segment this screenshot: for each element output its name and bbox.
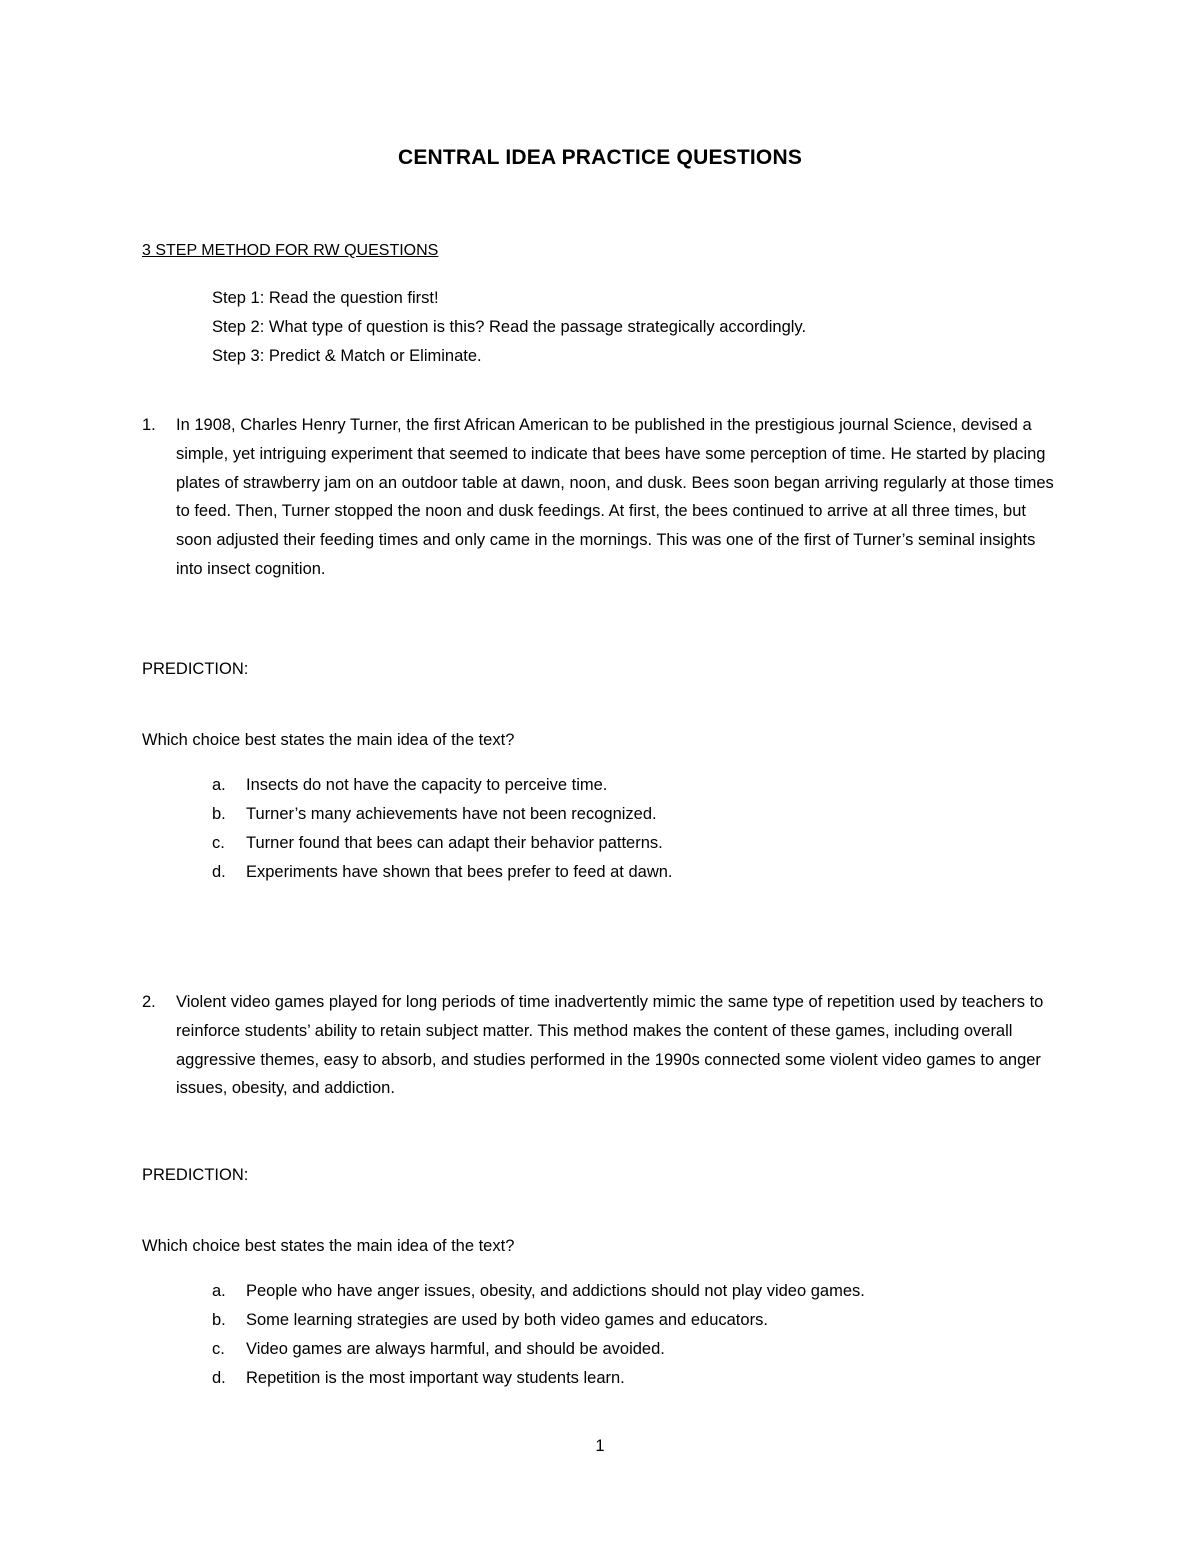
choice-text: Video games are always harmful, and should be avoided. — [246, 1340, 665, 1358]
question-passage: In 1908, Charles Henry Turner, the first African American to be published in the prestigious journal Science, devised a simple, yet intriguing experiment that seemed to indicate that bees have some perception of time. He started by placing plates of strawberry jam on an outdoor table at dawn, noon, and dusk. Bees soon began arriving regularly at those times to feed. Then, Turner stopped the noon and dusk feedings. At first, the bees continued to arrive at all three times, but soon adjusted their feeding times and only came in the mornings. This was one of the first of Turner’s seminal insights into insect cognition. — [176, 416, 1054, 578]
choice-text: Turner found that bees can adapt their behavior patterns. — [246, 834, 663, 852]
answer-choices — [212, 771, 673, 887]
choice-text: Repetition is the most important way students learn. — [246, 1369, 625, 1387]
choice-letter: a. — [212, 1282, 226, 1300]
prediction-label: PREDICTION: — [142, 660, 249, 678]
choice-letter: d. — [212, 863, 226, 881]
step-1: Step 1: Read the question first! — [212, 289, 439, 307]
choice-letter: b. — [212, 1311, 226, 1329]
choice-text: People who have anger issues, obesity, and addictions should not play video games. — [246, 1282, 865, 1300]
answer-choice — [212, 800, 673, 829]
answer-choice — [212, 771, 673, 800]
question-passage: Violent video games played for long periods of time inadvertently mimic the same type of repetition used by teachers to reinforce students’ ability to retain subject matter. This method makes the content of these games, including overall aggressive themes, easy to absorb, and studies performed in the 1990s connected some violent video games to anger issues, obesity, and addiction. — [176, 993, 1044, 1098]
question-prompt: Which choice best states the main idea of the text? — [142, 1237, 515, 1255]
question-number: 1. — [142, 416, 156, 434]
choice-text: Turner’s many achievements have not been recognized. — [246, 805, 657, 823]
question-2 — [142, 988, 1062, 1103]
question-1 — [142, 411, 1062, 584]
answer-choices — [212, 1277, 865, 1393]
choice-text: Some learning strategies are used by both video games and educators. — [246, 1311, 768, 1329]
answer-choice — [212, 1335, 865, 1364]
choice-letter: d. — [212, 1369, 226, 1387]
answer-choice — [212, 858, 673, 887]
answer-choice — [212, 1306, 865, 1335]
method-heading: 3 STEP METHOD FOR RW QUESTIONS — [142, 242, 439, 259]
step-3: Step 3: Predict & Match or Eliminate. — [212, 347, 482, 365]
choice-letter: a. — [212, 776, 226, 794]
steps-list — [212, 284, 806, 371]
question-prompt: Which choice best states the main idea of the text? — [142, 731, 515, 749]
choice-letter: c. — [212, 834, 225, 852]
document-title: CENTRAL IDEA PRACTICE QUESTIONS — [397, 146, 803, 169]
prediction-label: PREDICTION: — [142, 1166, 249, 1184]
choice-letter: b. — [212, 805, 226, 823]
step-2: Step 2: What type of question is this? Read the passage strategically accordingly. — [212, 318, 807, 336]
answer-choice — [212, 829, 673, 858]
answer-choice — [212, 1364, 865, 1393]
answer-choice — [212, 1277, 865, 1306]
choice-text: Experiments have shown that bees prefer to feed at dawn. — [246, 863, 673, 881]
choice-text: Insects do not have the capacity to perceive time. — [246, 776, 608, 794]
choice-letter: c. — [212, 1340, 225, 1358]
question-number: 2. — [142, 993, 156, 1011]
page-number: 1 — [595, 1437, 605, 1455]
